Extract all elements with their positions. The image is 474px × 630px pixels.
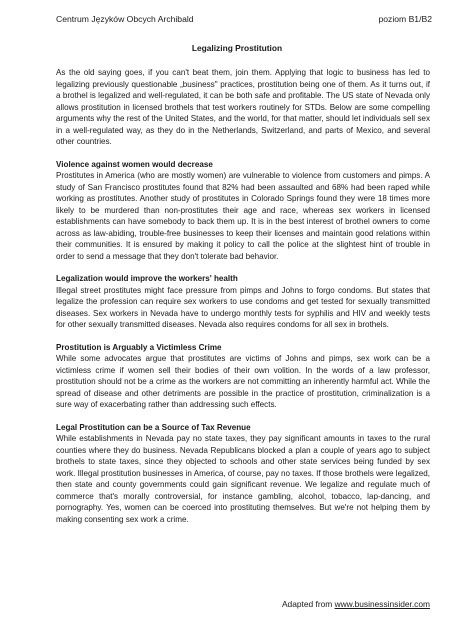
document-body (56, 67, 430, 525)
header-school-name: Centrum Języków Obcych Archibald (56, 14, 194, 24)
header-level: poziom B1/B2 (378, 14, 432, 24)
page-header (56, 14, 432, 24)
attribution-prefix: Adapted from (281, 599, 335, 609)
section-paragraph: While some advocates argue that prostitutes are victims of Johns and pimps, sex work can be a victimless crime if women sell their bodies of their own volition. In the words of a law professor, prostitution should not be a crime as the workers are not committing an inherently harmful act. While the spread of disease and other detriments are possible in the practice of prostitution, criminalization is a sure way of exacerbating rather than addressing such effects. (56, 354, 430, 409)
section-heading: Prostitution is Arguably a Victimless Crime (56, 342, 222, 352)
section-heading: Violence against women would decrease (56, 159, 213, 169)
section-heading: Legal Prostitution can be a Source of Tax Revenue (56, 422, 251, 432)
section-heading: Legalization would improve the workers' health (56, 274, 238, 283)
section-paragraph: Prostitutes in America (who are mostly women) are vulnerable to violence from customers and pimps. A study of San Francisco prostitutes found that 82% had been assaulted and 68% had been raped while working as prostitutes. Another study of prostitutes in Colorado Springs found they were 18 times more likely to be murdered than non-prostitutes their age and race, whereas sex workers in licensed establishments can have somebody to back them up. It is in the best interest of brothel owners to come across as law-abiding, trouble-free businesses to keep their licenses and maintain good relations within their communities. It is ensured by making it policy to call the police at the slightest hint of trouble in order to send a message that they don't tolerate bad behavior. (56, 171, 430, 261)
section-tax (56, 422, 430, 526)
section-violence (56, 159, 430, 263)
section-health (56, 273, 430, 331)
section-paragraph: Illegal street prostitutes might face pressure from pimps and Johns to forgo condoms. But states that legalize the profession can require sex workers to use condoms and get tested for sexually transmitted diseases. Sex workers in Nevada have to undergo monthly tests for syphilis and HIV and weekly tests for other sexually transmitted diseases. Nevada also requires condoms for all sex in brothels. (56, 285, 430, 329)
section-paragraph: While establishments in Nevada pay no state taxes, they pay significant amounts in taxes to the rural counties where they do business. Nevada Republicans blocked a plan a couple of years ago to subject brothels to state taxes, since they objected to schools and other state services being funded by sex work. Illegal prostitution businesses in America, of course, pay no taxes. If those brothels were legalized, then state and county governments could gain significant revenue. We legalize and regulate much of commerce that's morally controversial, for instance gambling, alcohol, tobacco, lap-dancing, and pornography. Yes, women can be coerced into prostituting themselves. But we're not helping them by making consenting sex work a crime. (56, 434, 430, 524)
source-attribution (282, 599, 430, 609)
intro-paragraph: As the old saying goes, if you can't beat them, join them. Applying that logic to business has led to legalizing previously questionable „business" practices, prostitution being one of them. As it turns out, if a brothel is legalized and well-regulated, it can be both safe and profitable. The US state of Nevada only allows prostitution in licensed brothels that test workers routinely for STDs. Below are some compelling arguments why the rest of the United States, and the world, for that matter, should let individuals sell sex in a well-regulated way, as they do in the Netherlands, Switzerland, and parts of Mexico, and several other countries. (56, 68, 430, 146)
document-title: Legalizing Prostitution (191, 43, 283, 53)
source-link[interactable]: www.businessinsider.com (334, 599, 430, 609)
section-victimless (56, 342, 430, 411)
